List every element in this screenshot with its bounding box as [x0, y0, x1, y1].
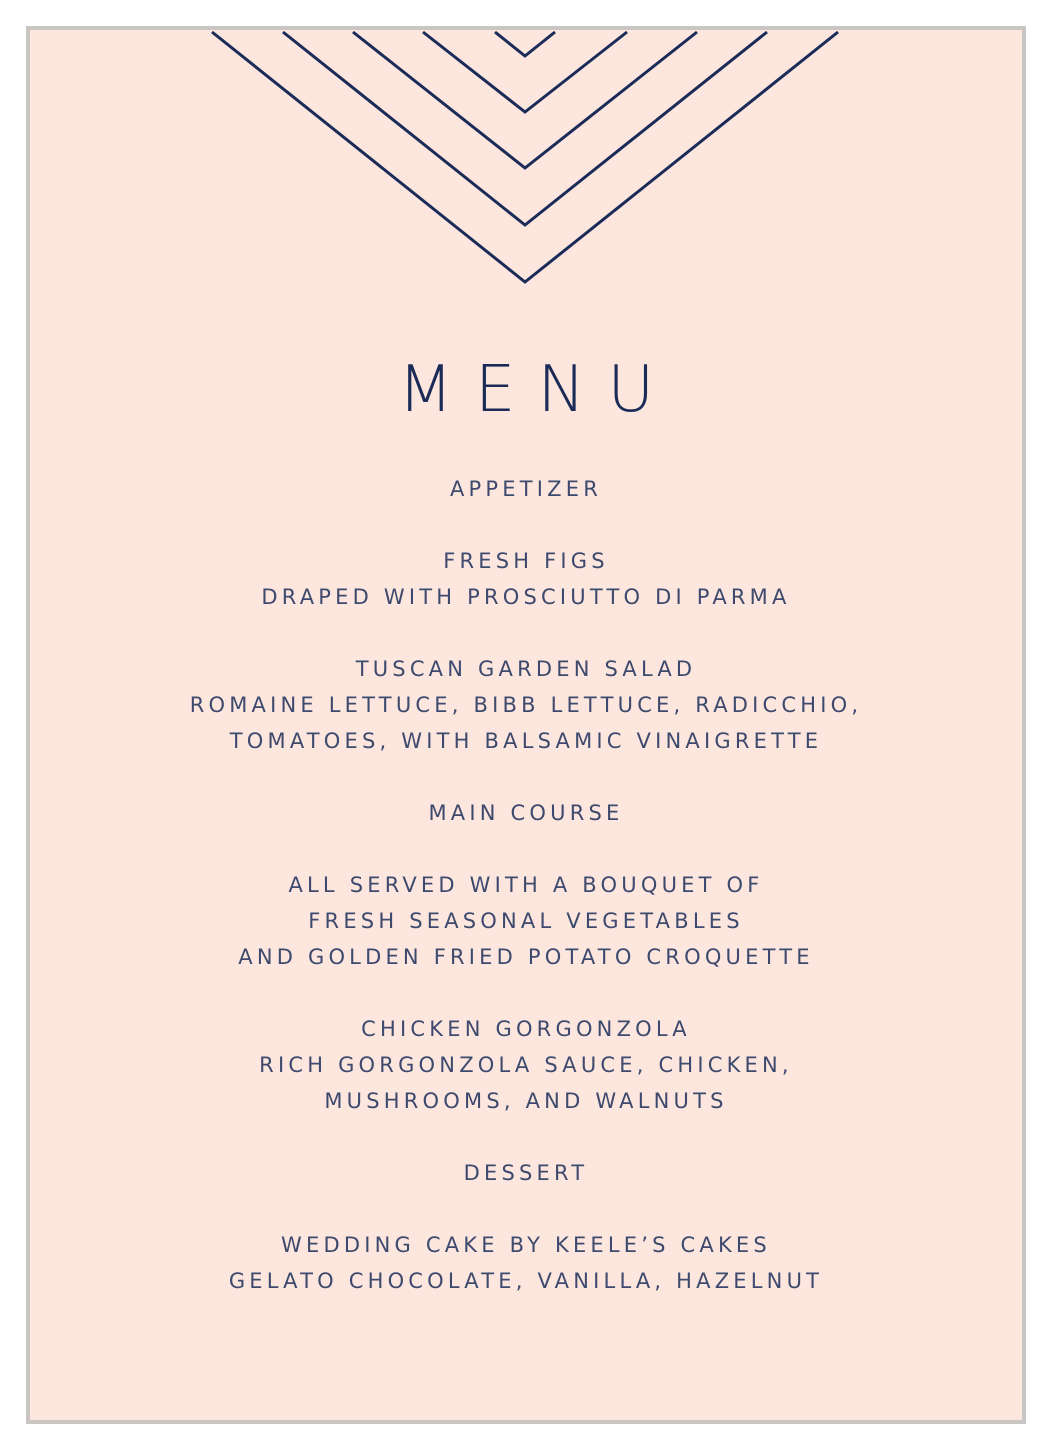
menu-item-chicken [30, 1011, 1022, 1119]
menu-item-name: TUSCAN GARDEN SALAD [355, 657, 697, 681]
menu-body [30, 471, 1022, 1335]
section-heading-dessert [30, 1155, 1022, 1191]
chevron-ornament [30, 30, 1022, 330]
menu-text-line: APPETIZER [449, 477, 603, 501]
menu-text-line: MAIN COURSE [428, 801, 624, 825]
menu-item-description: GELATO CHOCOLATE, VANILLA, HAZELNUT [228, 1269, 824, 1293]
menu-item-name: WEDDING CAKE BY KEELE’S CAKES [281, 1233, 771, 1257]
menu-card [26, 26, 1026, 1424]
menu-item-description: RICH GORGONZOLA SAUCE, CHICKEN, [259, 1053, 793, 1077]
menu-item-description: DRAPED WITH PROSCIUTTO DI PARMA [261, 585, 791, 609]
chevron-line [283, 32, 767, 225]
menu-item-figs [30, 543, 1022, 615]
chevron-line [212, 32, 838, 282]
menu-text-line: ALL SERVED WITH A BOUQUET OF [288, 873, 764, 897]
menu-item-name: CHICKEN GORGONZOLA [361, 1017, 691, 1041]
menu-text-line: FRESH SEASONAL VEGETABLES [308, 909, 744, 933]
menu-item-name: FRESH FIGS [443, 549, 609, 573]
chevron-line [353, 32, 697, 168]
menu-item-description: TOMATOES, WITH BALSAMIC VINAIGRETTE [229, 729, 823, 753]
menu-item-description: MUSHROOMS, AND WALNUTS [324, 1089, 728, 1113]
section-heading-main-course [30, 795, 1022, 831]
menu-item-salad [30, 651, 1022, 759]
chevron-line [423, 32, 627, 112]
menu-item-description: ROMAINE LETTUCE, BIBB LETTUCE, RADICCHIO, [189, 693, 863, 717]
menu-item-dessert [30, 1227, 1022, 1299]
menu-text-line: DESSERT [463, 1161, 589, 1185]
chevron-line [495, 32, 555, 56]
menu-text-line: AND GOLDEN FRIED POTATO CROQUETTE [238, 945, 814, 969]
main-course-note [30, 867, 1022, 975]
menu-title: MENU [397, 353, 677, 427]
section-heading-appetizer [30, 471, 1022, 507]
